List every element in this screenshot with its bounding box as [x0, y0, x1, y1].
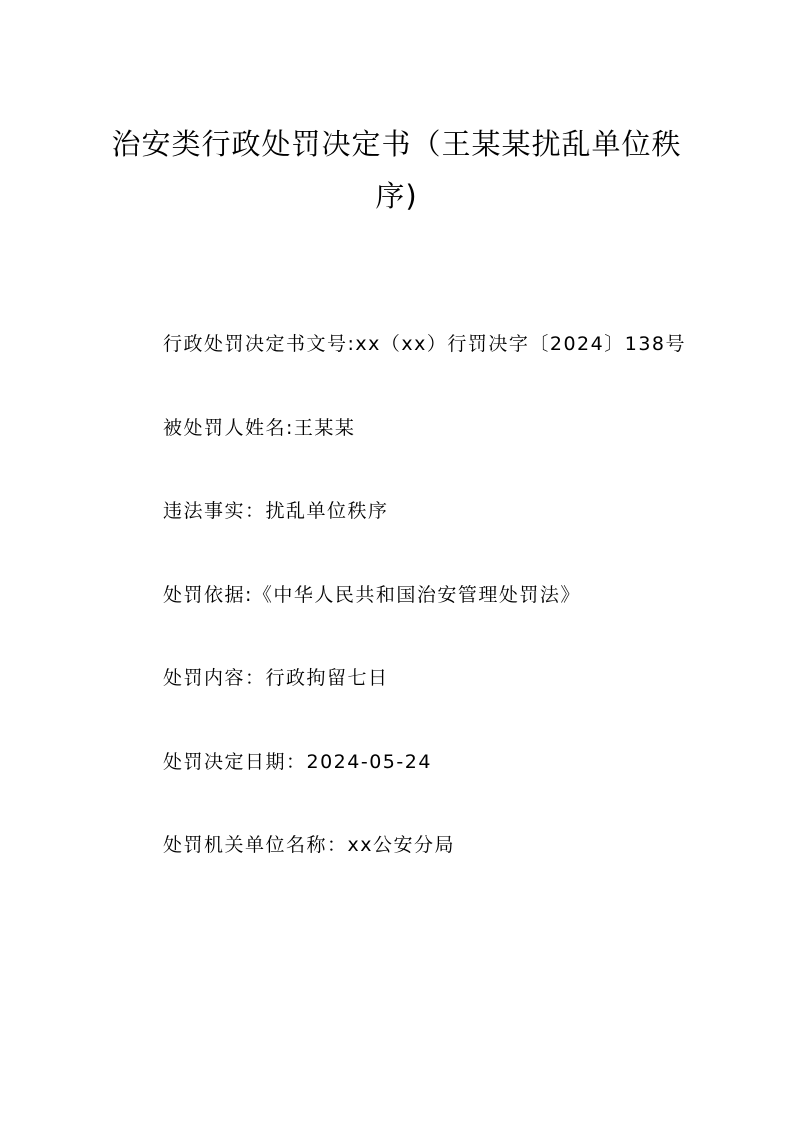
title-line-2: 序): [375, 179, 418, 213]
field-authority-name: 处罚机关单位名称：xx公安分局: [163, 834, 455, 856]
field-legal-basis: 处罚依据:《中华人民共和国治安管理处罚法》: [163, 583, 581, 606]
field-decision-date: 处罚决定日期：2024-05-24: [163, 750, 432, 773]
document-title: [90, 118, 703, 222]
field-violation-facts: 违法事实：扰乱单位秩序: [163, 500, 389, 522]
title-line-1: 治安类行政处罚决定书（王某某扰乱单位秩: [111, 127, 682, 161]
field-person-name: 被处罚人姓名:王某某: [163, 416, 356, 439]
field-decision-number: 行政处罚决定书文号:xx（xx）行罚决字〔2024〕138号: [163, 333, 686, 355]
decision-fields: [163, 330, 723, 915]
field-penalty-content: 处罚内容：行政拘留七日: [163, 667, 389, 689]
